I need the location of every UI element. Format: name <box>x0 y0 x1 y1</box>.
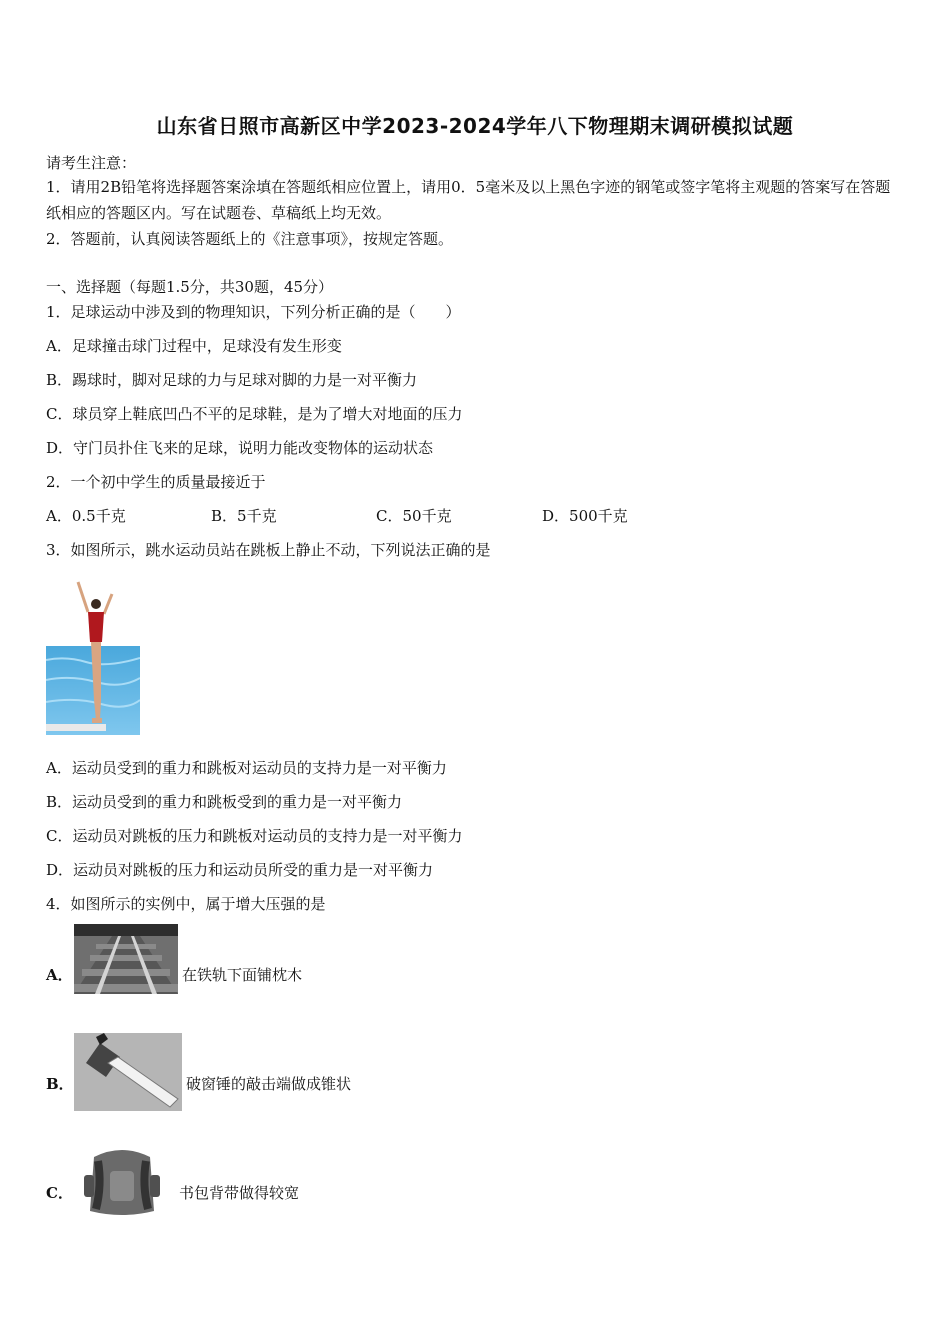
diver-image <box>46 580 140 735</box>
q3-stem: 3．如图所示，跳水运动员站在跳板上静止不动，下列说法正确的是 <box>46 541 491 559</box>
q2-stem: 2．一个初中学生的质量最接近于 <box>46 473 266 491</box>
q3-option-d: D．运动员对跳板的压力和运动员所受的重力是一对平衡力 <box>46 861 434 879</box>
railway-track-image <box>74 924 178 994</box>
q4-option-b-letter: B． <box>46 1075 74 1093</box>
q1-option-a: A．足球撞击球门过程中，足球没有发生形变 <box>46 337 342 355</box>
q2-option-d: D．500千克 <box>542 507 628 525</box>
q1-stem: 1．足球运动中涉及到的物理知识，下列分析正确的是（ ） <box>46 303 461 321</box>
q3-option-b: B．运动员受到的重力和跳板受到的重力是一对平衡力 <box>46 793 403 811</box>
q4-option-c-text: 书包背带做得较宽 <box>179 1184 300 1202</box>
q1-option-d: D．守门员扑住飞来的足球，说明力能改变物体的运动状态 <box>46 439 434 457</box>
page-title: 山东省日照市高新区中学2023-2024学年八下物理期末调研模拟试题 <box>156 114 794 138</box>
notice-heading: 请考生注意： <box>46 154 137 172</box>
q4-option-c-letter: C． <box>46 1184 73 1202</box>
q4-stem: 4．如图所示的实例中，属于增大压强的是 <box>46 895 326 913</box>
q2-option-c: C．50千克 <box>376 507 452 525</box>
q3-option-a: A．运动员受到的重力和跳板对运动员的支持力是一对平衡力 <box>46 759 447 777</box>
q3-option-c: C．运动员对跳板的压力和跳板对运动员的支持力是一对平衡力 <box>46 827 463 845</box>
q1-option-b: B．踢球时，脚对足球的力与足球对脚的力是一对平衡力 <box>46 371 418 389</box>
q4-option-a-text: 在铁轨下面铺枕木 <box>182 966 303 984</box>
backpack-image <box>80 1145 164 1219</box>
q2-option-a: A．0.5千克 <box>46 507 126 525</box>
q4-option-b-text: 破窗锤的敲击端做成锥状 <box>186 1075 352 1093</box>
q4-option-a-letter: A． <box>46 966 73 984</box>
q1-option-c: C．球员穿上鞋底凹凸不平的足球鞋，是为了增大对地面的压力 <box>46 405 463 423</box>
notice-item-2: 2．答题前，认真阅读答题纸上的《注意事项》，按规定答题。 <box>46 230 454 248</box>
q2-option-b: B．5千克 <box>211 507 277 525</box>
notice-item-1: 1．请用2B铅笔将选择题答案涂填在答题纸相应位置上，请用0．5毫米及以上黑色字迹的钢笔或签字笔将主观题的答案写在答题纸相应的答题区内。写在试题卷、草稿纸上均无效。 <box>46 178 891 222</box>
section-heading: 一、选择题（每题1.5分，共30题，45分） <box>46 278 334 296</box>
window-hammer-image <box>74 1033 182 1111</box>
